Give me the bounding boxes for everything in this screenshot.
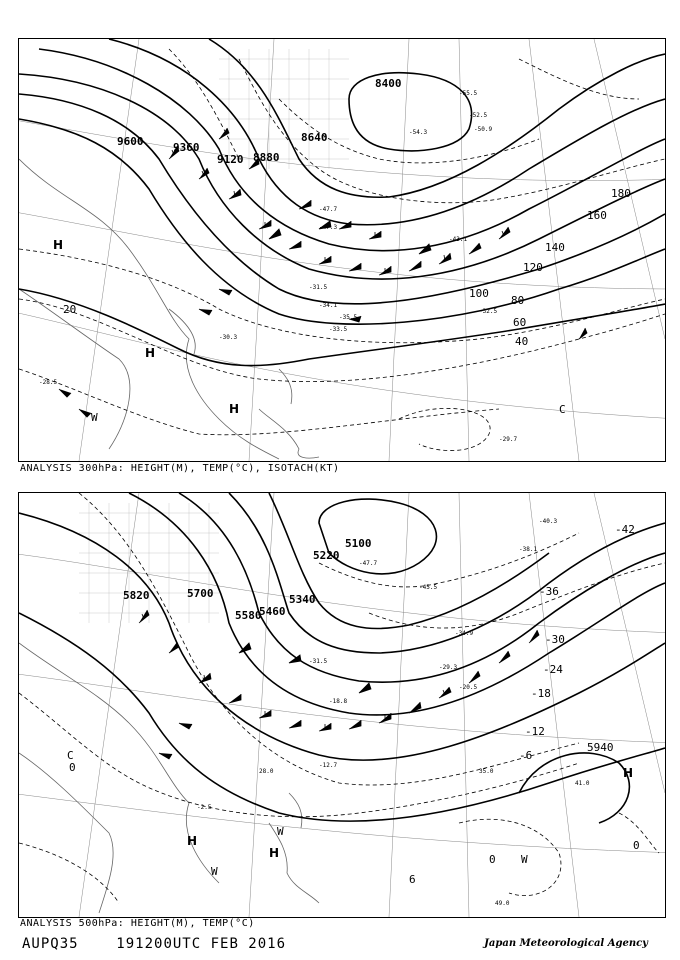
height-label: 9120 bbox=[217, 153, 244, 166]
temp-sample: -40.3 bbox=[539, 518, 558, 525]
isotherm-label: -24 bbox=[543, 663, 563, 676]
high-marker: H bbox=[187, 834, 198, 848]
height-label: 5220 bbox=[313, 549, 340, 562]
temp-sample: -29.3 bbox=[439, 664, 458, 671]
warm-marker: W bbox=[521, 853, 528, 866]
caption-500hpa: ANALYSIS 500hPa: HEIGHT(M), TEMP(°C) bbox=[20, 918, 255, 929]
temp-sample: -47.3 bbox=[319, 224, 338, 231]
isotach-label: 160 bbox=[587, 209, 607, 222]
temp-sample: -50.9 bbox=[474, 126, 493, 133]
temp-sample: -31.5 bbox=[309, 284, 328, 291]
isotach-label: 140 bbox=[545, 241, 565, 254]
analysis-grid bbox=[219, 49, 349, 169]
height-label: 5340 bbox=[289, 593, 316, 606]
temp-sample: -47.7 bbox=[319, 206, 338, 213]
analysis-grid bbox=[79, 503, 219, 623]
temp-sample: 49.0 bbox=[495, 900, 510, 907]
isotachs bbox=[19, 49, 665, 451]
temp-sample: -31.5 bbox=[309, 658, 328, 665]
warm-marker: W bbox=[211, 865, 218, 878]
temp-sample: -45.5 bbox=[419, 584, 438, 591]
isotherm-label: 6 bbox=[409, 873, 416, 886]
isotherm-label: -30 bbox=[545, 633, 565, 646]
high-marker: H bbox=[145, 346, 156, 360]
caption-300hpa: ANALYSIS 300hPa: HEIGHT(M), TEMP(°C), ISOTACH(KT) bbox=[20, 463, 340, 474]
high-marker: H bbox=[269, 846, 280, 860]
isotherm-label: -36 bbox=[539, 585, 559, 598]
height-label: 5940 bbox=[587, 741, 614, 754]
high-marker: H bbox=[623, 766, 634, 780]
temp-sample: -33.5 bbox=[329, 326, 348, 333]
temp-sample: -55.5 bbox=[459, 90, 478, 97]
isotach-label: 20 bbox=[63, 303, 77, 316]
chart-identifier bbox=[22, 936, 286, 952]
isotach-label: 60 bbox=[513, 316, 527, 329]
temp-sample: 41.0 bbox=[575, 780, 590, 787]
map-300hpa-svg bbox=[19, 39, 665, 461]
height-label: 8640 bbox=[301, 131, 328, 144]
cold-marker: C bbox=[67, 749, 74, 762]
temp-sample: -30.3 bbox=[219, 334, 238, 341]
cold-marker: C bbox=[559, 403, 566, 416]
warm-marker: W bbox=[91, 411, 98, 424]
high-marker: H bbox=[229, 402, 240, 416]
station-plots bbox=[197, 518, 590, 907]
height-label: 5460 bbox=[259, 605, 286, 618]
temp-sample: -34.1 bbox=[319, 302, 338, 309]
temp-sample: -43.1 bbox=[449, 236, 468, 243]
temp-sample: -18.8 bbox=[329, 698, 348, 705]
height-label: 5100 bbox=[345, 537, 372, 550]
isotach-label: 180 bbox=[611, 187, 631, 200]
temp-sample: -20.5 bbox=[459, 684, 478, 691]
chart-code: AUPQ35 bbox=[22, 936, 79, 952]
temp-sample: 35.0 bbox=[479, 768, 494, 775]
temp-sample: -12.7 bbox=[319, 762, 338, 769]
isotherm-label: -42 bbox=[615, 523, 635, 536]
temp-sample: -32.5 bbox=[479, 308, 498, 315]
temp-sample: -28.5 bbox=[39, 379, 58, 386]
isotach-label: 100 bbox=[469, 287, 489, 300]
high-marker: H bbox=[53, 238, 64, 252]
map-panel-300hpa bbox=[18, 38, 666, 462]
height-label: 9360 bbox=[173, 141, 200, 154]
map-panel-500hpa bbox=[18, 492, 666, 918]
temp-sample: -29.7 bbox=[499, 436, 518, 443]
height-label: 5580 bbox=[235, 609, 262, 622]
temp-sample: -2.5 bbox=[197, 804, 212, 811]
isotherm-label: -12 bbox=[525, 725, 545, 738]
valid-time: 191200UTC FEB 2016 bbox=[116, 936, 287, 952]
temp-sample: -52.5 bbox=[469, 112, 488, 119]
temp-sample: 28.0 bbox=[259, 768, 274, 775]
temp-sample: -34.9 bbox=[455, 630, 474, 637]
height-label: 5700 bbox=[187, 587, 214, 600]
height-label: 8880 bbox=[253, 151, 280, 164]
isotherm-label: 0 bbox=[633, 839, 640, 852]
isotherm-label: 0 bbox=[69, 761, 76, 774]
isotach-label: 80 bbox=[511, 294, 525, 307]
isotherm-label: -18 bbox=[531, 687, 551, 700]
pressure-centers bbox=[67, 749, 633, 878]
isotach-label: 40 bbox=[515, 335, 529, 348]
height-label: 8400 bbox=[375, 77, 402, 90]
isotherm-label: -6 bbox=[519, 749, 533, 762]
temp-sample: -54.3 bbox=[409, 129, 428, 136]
temp-sample: -35.5 bbox=[339, 314, 358, 321]
agency-name: Japan Meteorological Agency bbox=[484, 938, 648, 949]
isotherm-label: 0 bbox=[489, 853, 496, 866]
map-500hpa-svg bbox=[19, 493, 665, 917]
height-label: 5820 bbox=[123, 589, 150, 602]
warm-marker: W bbox=[277, 825, 284, 838]
temp-sample: -47.7 bbox=[359, 560, 378, 567]
isotach-label: 120 bbox=[523, 261, 543, 274]
temp-sample: -38.1 bbox=[519, 546, 538, 553]
height-label: 9600 bbox=[117, 135, 144, 148]
